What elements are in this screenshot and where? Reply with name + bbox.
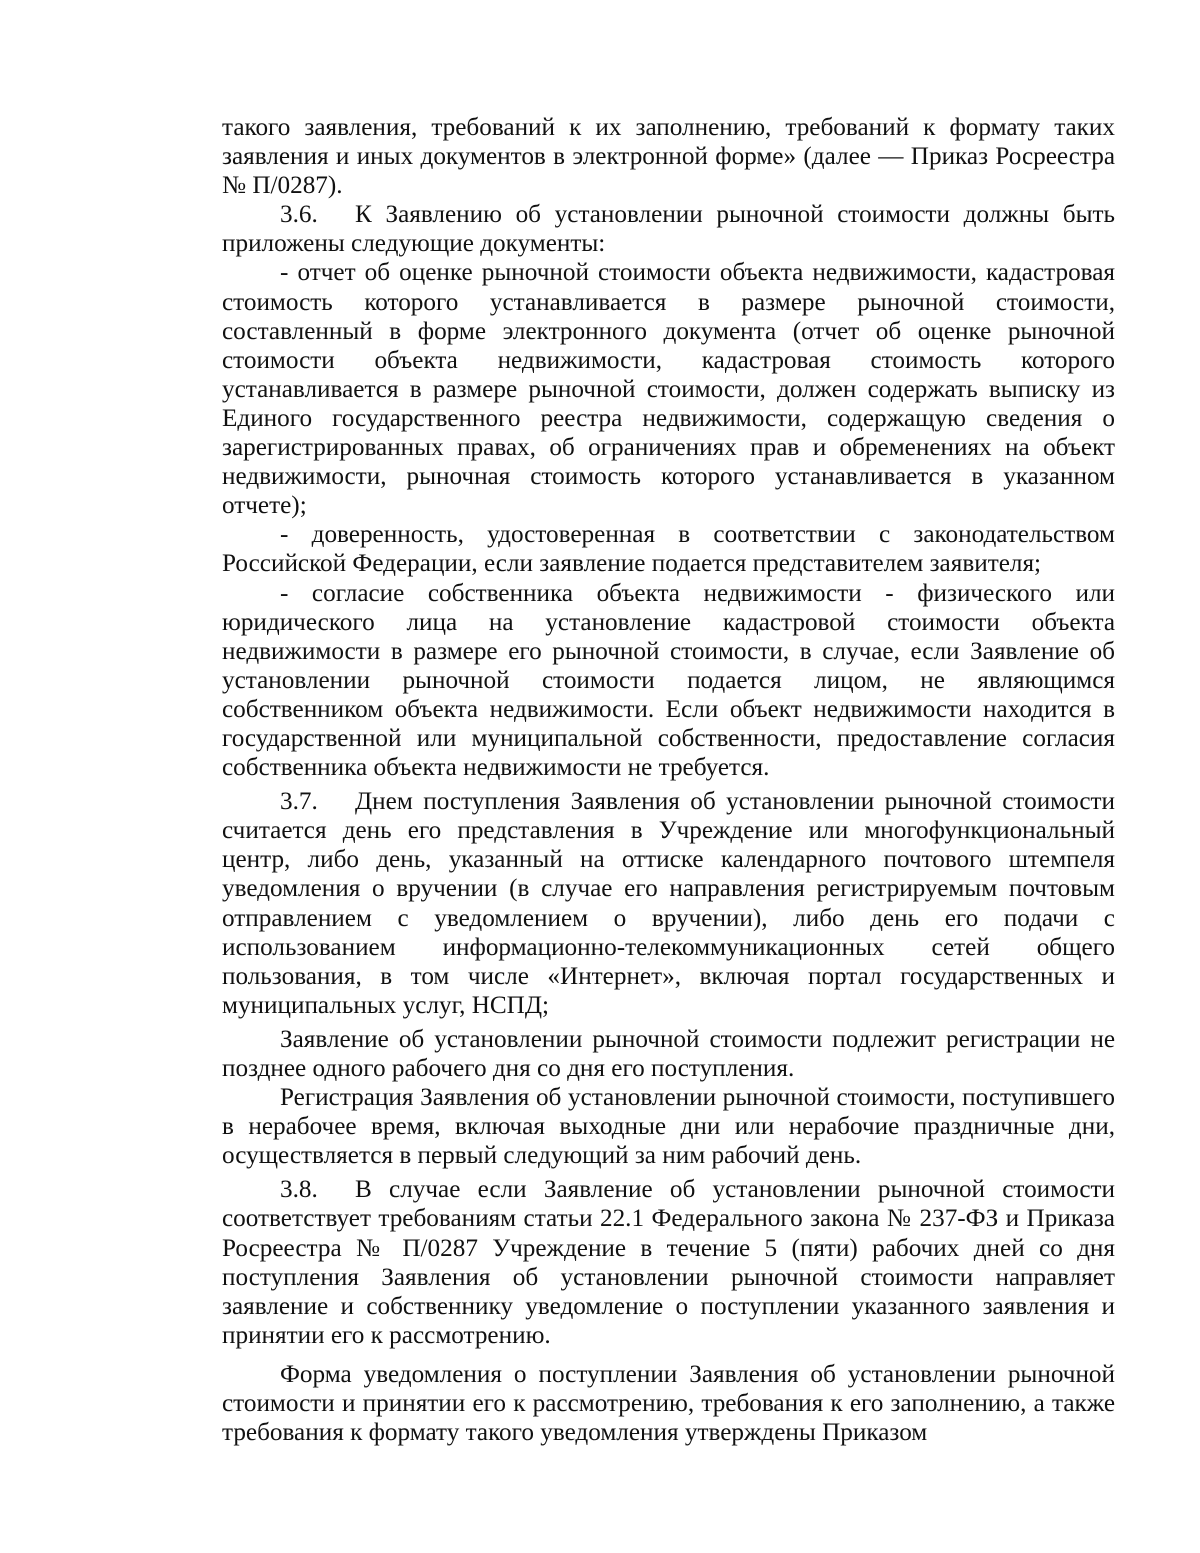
clause-number: 3.6. <box>280 201 318 229</box>
paragraph-text: Форма уведомления о поступлении Заявления об установлении рыночной стоимости и принятии его к рассмотрению, требования к его заполнению, а также требования к формату такого уведомления утверждены Приказом <box>222 1360 1115 1447</box>
clause-3-6 <box>222 200 1115 258</box>
paragraph-text: - отчет об оценке рыночной стоимости объекта недвижимости, кадастровая стоимость которого устанавливается в размере рыночной стоимости, составленный в форме электронного документа (отчет об оценке рыночной стоимости объекта недвижимости, кадастровая стоимость которого устанавливается в размере рыночной стоимости, должен содержать выписку из Единого государственного реестра недвижимости, содержащую сведения о зарегистрированных правах, об ограничениях прав и обременениях на объект недвижимости, рыночная стоимость которого устанавливается в указанном отчете); <box>222 259 1115 520</box>
paragraph-text: К Заявлению об установлении рыночной стоимости должны быть приложены следующие документы: <box>222 201 1115 258</box>
list-item-valuation-report <box>222 258 1115 520</box>
list-item-owner-consent <box>222 579 1115 783</box>
paragraph-text: Днем поступления Заявления об установлении рыночной стоимости считается день его представления в Учреждение или многофункциональный центр, либо день, указанный на оттиске календарного почтового штемпеля уведомления о вручении (в случае его направления регистрируемым почтовым отправлением с уведомлением о вручении), либо день его подачи с использованием информационно-телекоммуникационных сетей общего пользования, в том числе «Интернет», включая портал государственных и муниципальных услуг, НСПД; <box>222 788 1115 1019</box>
paragraph-text: - доверенность, удостоверенная в соответствии с законодательством Российской Федерации, если заявление подается представителем заявителя; <box>222 521 1115 578</box>
clause-3-8 <box>222 1175 1115 1350</box>
clause-number: 3.8. <box>280 1176 318 1204</box>
paragraph-text: Заявление об установлении рыночной стоимости подлежит регистрации не позднее одного рабочего дня со дня его поступления. <box>222 1025 1115 1082</box>
list-item-power-of-attorney <box>222 520 1115 578</box>
paragraph-registration-deadline <box>222 1025 1115 1083</box>
paragraph-text: В случае если Заявление об установлении рыночной стоимости соответствует требованиям статьи 22.1 Федерального закона № 237-ФЗ и Приказа Росреестра № П/0287 Учреждение в течение 5 (пяти) рабочих дней со дня поступления Заявления об установлении рыночной стоимости направляет заявление и собственнику уведомление о поступлении указанного заявления и принятии его к рассмотрению. <box>222 1176 1115 1349</box>
paragraph-text: - согласие собственника объекта недвижимости - физического или юридического лица на установление кадастровой стоимости объекта недвижимости в размере его рыночной стоимости, в случае, если Заявление об установлении рыночной стоимости подается лицом, не являющимся собственником объекта недвижимости. Если объект недвижимости находится в государственной или муниципальной собственности, предоставление согласия собственника объекта недвижимости не требуется. <box>222 579 1115 782</box>
clause-3-7 <box>222 787 1115 1020</box>
paragraph-continuation <box>222 113 1115 200</box>
paragraph-notification-form <box>222 1360 1115 1447</box>
paragraph-text: такого заявления, требований к их заполнению, требований к формату таких заявления и иных документов в электронной форме» (далее — Приказ Росреестра № П/0287). <box>222 114 1115 200</box>
paragraph-nonworking-registration <box>222 1083 1115 1170</box>
document-body <box>222 113 1115 1447</box>
paragraph-text: Регистрация Заявления об установлении рыночной стоимости, поступившего в нерабочее время, включая выходные дни или нерабочие праздничные дни, осуществляется в первый следующий за ним рабочий день. <box>222 1084 1115 1170</box>
clause-number: 3.7. <box>280 788 318 816</box>
